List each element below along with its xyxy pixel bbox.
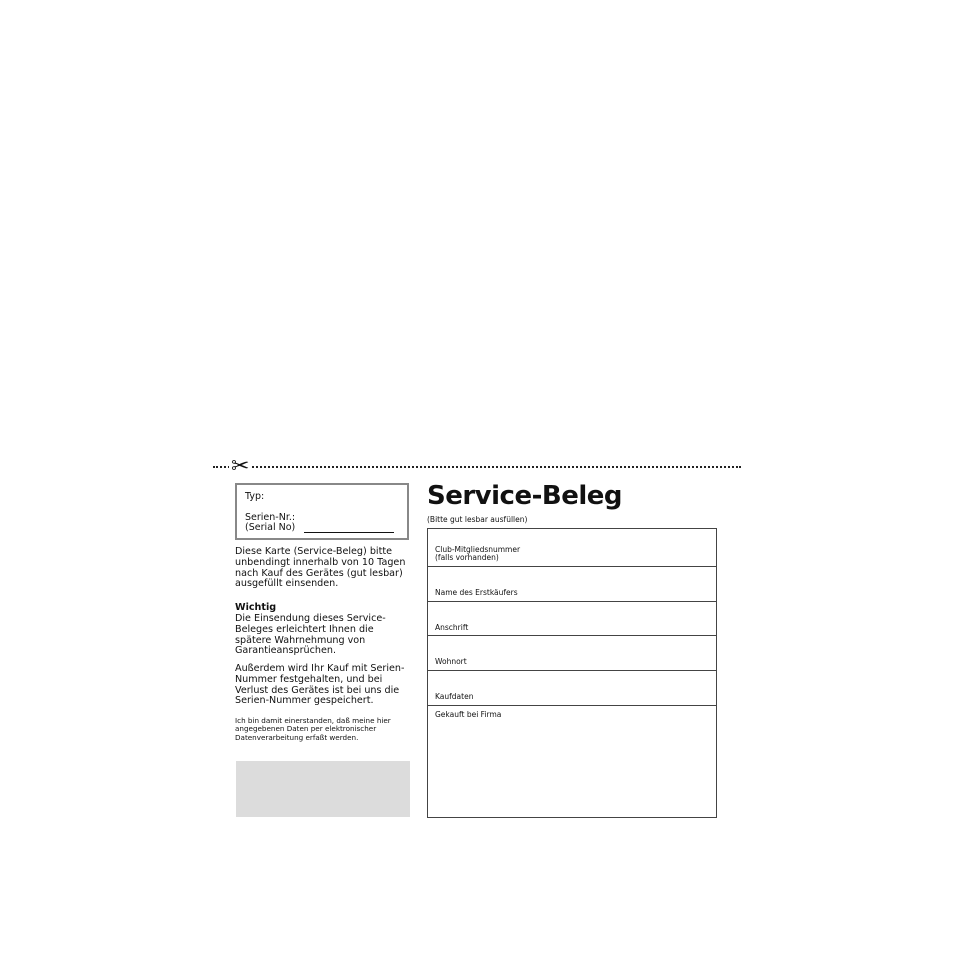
form-title: Service-Beleg <box>427 481 622 511</box>
buyer-name-field[interactable] <box>428 566 716 602</box>
service-form <box>427 528 717 818</box>
intro-text: Diese Karte (Service-Beleg) bitte unbendingt innerhalb von 10 Tagen nach Kauf des Gerätes (gut lesbar) ausgefüllt einsenden. <box>235 546 406 590</box>
address-field[interactable] <box>428 601 716 636</box>
club-number-sublabel: (falls vorhanden) <box>435 553 499 562</box>
city-field[interactable] <box>428 635 716 671</box>
serial-info-text: Außerdem wird Ihr Kauf mit Serien-Nummer festgehalten, und bei Verlust des Gerätes ist bei uns die Serien-Nummer gespeichert. <box>235 663 405 707</box>
city-label: Wohnort <box>435 657 467 666</box>
signature-area <box>236 761 410 817</box>
important-text: Die Einsendung dieses Service-Beleges erleichtert Ihnen die spätere Wahrnehmung von Garantieansprüchen. <box>235 613 386 657</box>
type-serial-box <box>235 483 409 540</box>
serial-label: Serien-Nr.: <box>245 512 296 523</box>
serial-write-line <box>304 532 394 533</box>
form-subtitle: (Bitte gut lesbar ausfüllen) <box>427 515 528 524</box>
cut-line <box>213 466 741 468</box>
purchased-at-label: Gekauft bei Firma <box>435 710 502 719</box>
purchased-at-field[interactable] <box>428 706 716 817</box>
buyer-name-label: Name des Erstkäufers <box>435 588 518 597</box>
serial-label-en: (Serial No) <box>245 522 296 533</box>
scissors-icon: ✂ <box>231 454 250 479</box>
important-heading: Wichtig <box>235 602 277 613</box>
purchase-data-field[interactable] <box>428 670 716 706</box>
purchase-data-label: Kaufdaten <box>435 692 474 701</box>
address-label: Anschrift <box>435 623 469 632</box>
club-number-field[interactable] <box>428 529 716 567</box>
club-number-label: Club-Mitgliedsnummer <box>435 545 521 554</box>
type-label: Typ: <box>245 491 265 502</box>
consent-text: Ich bin damit einerstanden, daß meine hier angegebenen Daten per elektronischer Datenverarbeitung erfaßt werden. <box>235 716 391 742</box>
